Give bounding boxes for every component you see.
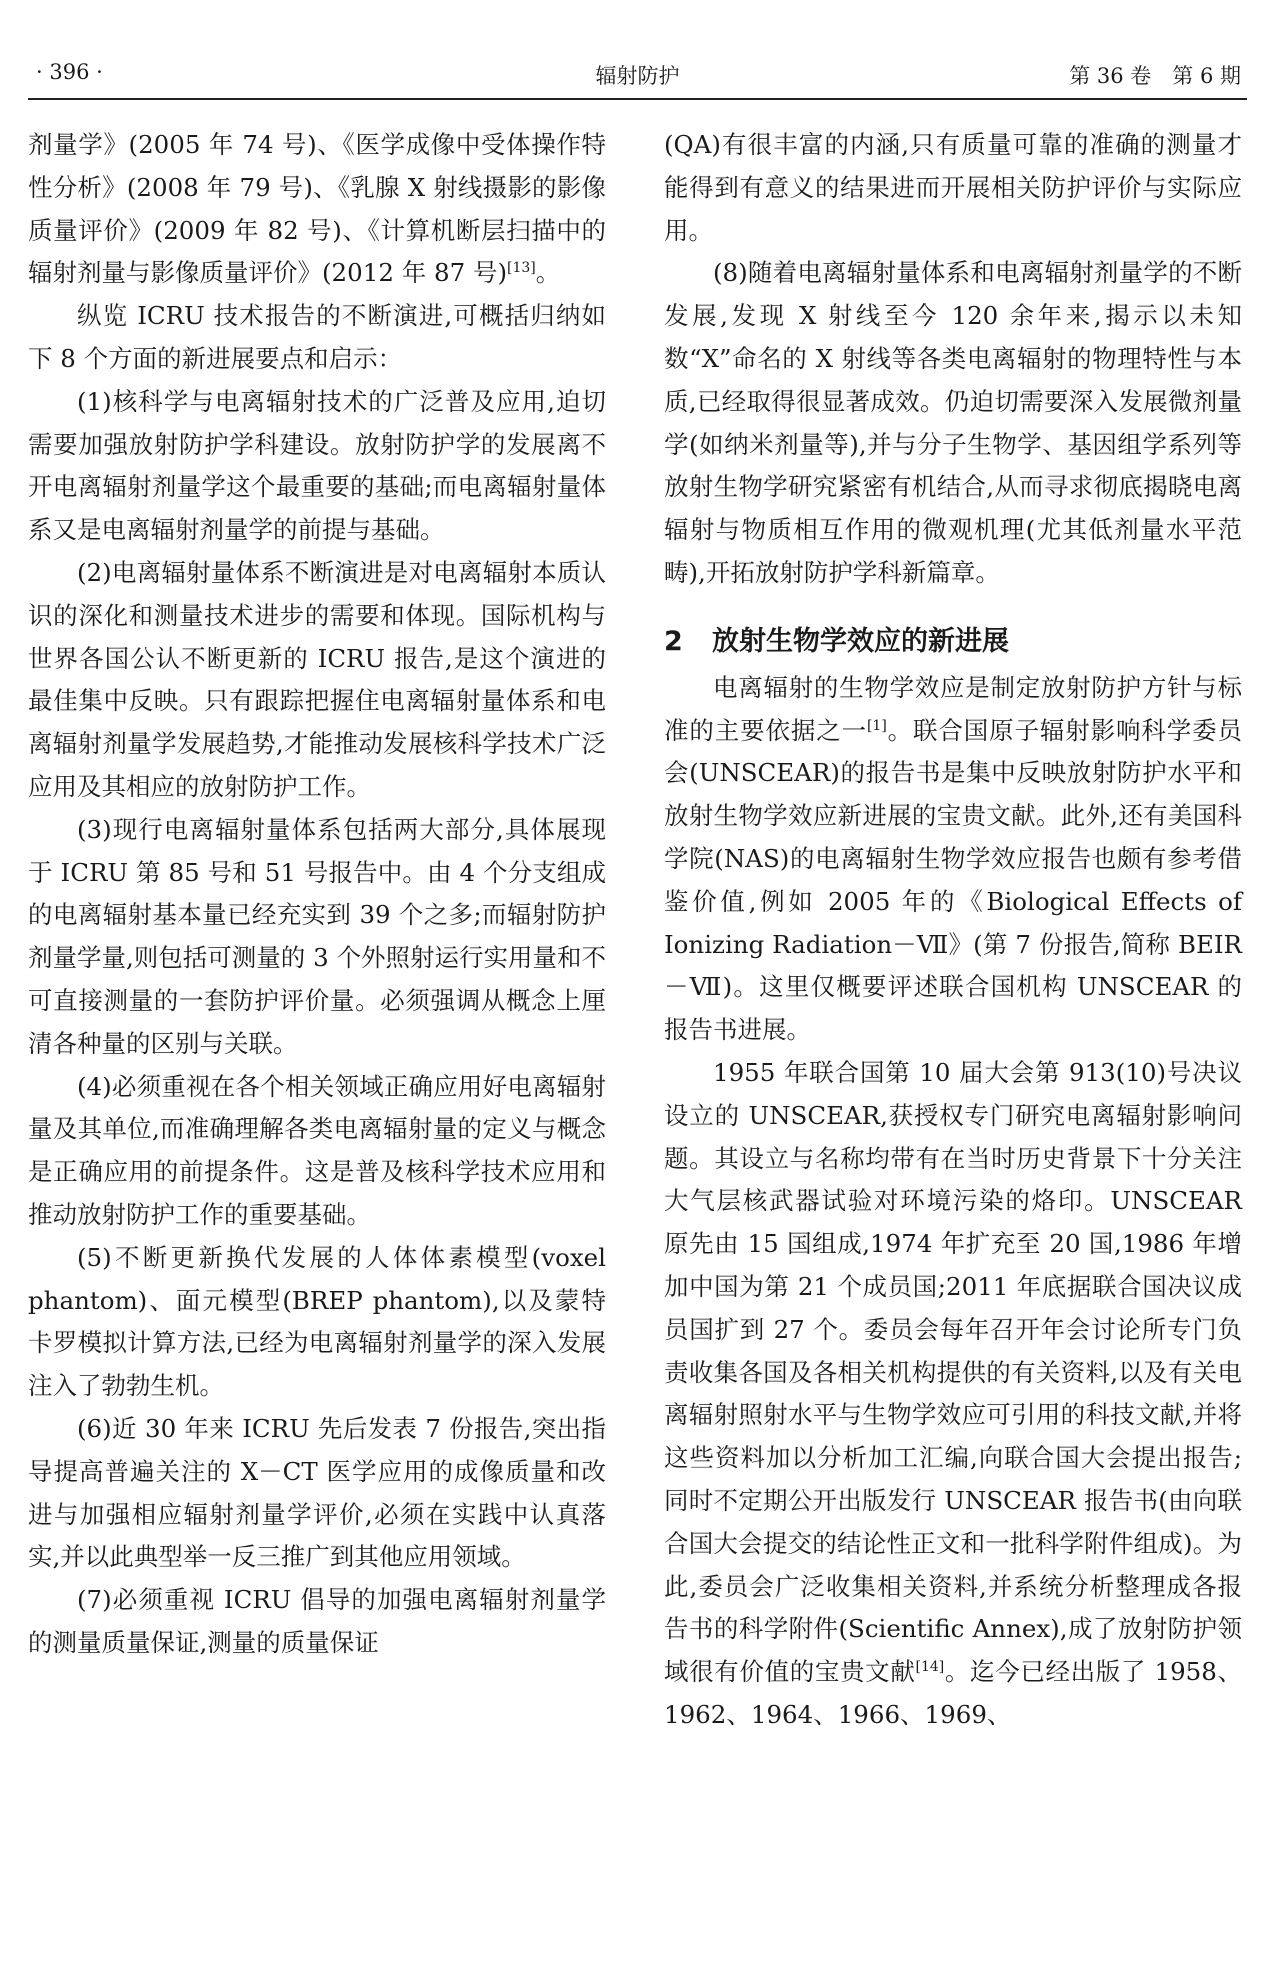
running-header — [28, 52, 1247, 92]
citation-ref: [1] — [866, 717, 887, 734]
paragraph-text: 。迄今已经出版了 1958、1962、1964、1966、1969、 — [664, 1657, 1243, 1729]
paragraph: (QA)有很丰富的内涵,只有质量可靠的准确的测量才能得到有意义的结果进而开展相关防护评价与实际应用。 — [664, 130, 1242, 245]
citation-ref: [14] — [915, 1658, 945, 1675]
journal-name: 辐射防护 — [595, 64, 680, 88]
section-number: 2 — [664, 625, 683, 657]
paragraph: (3)现行电离辐射量体系包括两大部分,具体展现于 ICRU 第 85 号和 51 号报告中。由 4 个分支组成的电离辐射基本量已经充实到 39 个之多;而辐射防护剂量学量,则包括可测量的 3 个外照射运行实用量和不可直接测量的一套防护评价量。必须强调从概念上厘清各种量的区别与关联。 — [28, 814, 606, 1058]
paragraph: (4)必须重视在各个相关领域正确应用好电离辐射量及其单位,而准确理解各类电离辐射量的定义与概念是正确应用的前提条件。这是普及核科学技术应用和推动放射防护工作的重要基础。 — [28, 1071, 606, 1229]
volume-issue: 第 36 卷 第 6 期 — [1069, 64, 1241, 88]
paragraph-text: 1955 年联合国第 10 届大会第 913(10)号决议设立的 UNSCEAR,获授权专门研究电离辐射影响问题。其设立与名称均带有在当时历史背景下十分关注大气层核武器试验对环境污染的烙印。UNSCEAR 原先由 15 国组成,1974 年扩充至 20 国,1986 年增加中国为第 21 个成员国;2011 年底据联合国决议成员国扩到 27 个。委员会每年召开年会讨论所专门负责收集各国及各相关机构提供的有关资料,以及有关电离辐射照射水平与生物学效应可引用的科技文献,并将这些资料加以分析加工汇编,向联合国大会提出报告;同时不定期公开出版发行 UNSCEAR 报告书(由向联合国大会提交的结论性正文和一批科学附件组成)。为此,委员会广泛收集相关资料,并系统分析整理成各报告书的科学附件(Scientific Annex),成了放射防护领域很有价值的宝贵文献 — [664, 1057, 1242, 1687]
paragraph-text: 。 — [535, 258, 561, 288]
right-column — [664, 124, 1242, 1737]
paragraph-text: 剂量学》(2005 年 74 号)、《医学成像中受体操作特性分析》(2008 年 79 号)、《乳腺 X 射线摄影的影像质量评价》(2009 年 82 号)、《计算机断层扫描中的辐射剂量与影像质量评价》(2012 年 87 号) — [28, 130, 606, 288]
paragraph: (8)随着电离辐射量体系和电离辐射剂量学的不断发展,发现 X 射线至今 120 余年来,揭示以未知数“X”命名的 X 射线等各类电离辐射的物理特性与本质,已经取得很显著成效。仍迫切需要深入发展微剂量学(如纳米剂量等),并与分子生物学、基因组学系列等放射生物学研究紧密有机结合,从而寻求彻底揭晓电离辐射与物质相互作用的微观机理(尤其低剂量水平范畴),开拓放射防护学科新篇章。 — [664, 258, 1242, 587]
section-title: 放射生物学效应的新进展 — [712, 625, 1009, 657]
paragraph — [28, 124, 606, 295]
left-column — [28, 124, 606, 1665]
page-number: · 396 · — [36, 60, 103, 84]
paragraph-text: 。联合国原子辐射影响科学委员会(UNSCEAR)的报告书是集中反映放射防护水平和放射生物学效应新进展的宝贵文献。此外,还有美国科学院(NAS)的电离辐射生物学效应报告也颇有参考借鉴价值,例如 2005 年的《Biological Effects of Ionizing Radiation－Ⅶ》(第 7 份报告,简称 BEIR－Ⅶ)。这里仅概要评述联合国机构 UNSCEAR 的报告书进展。 — [664, 715, 1243, 1045]
paragraph: 纵览 ICRU 技术报告的不断演进,可概括归纳如下 8 个方面的新进展要点和启示： — [28, 301, 606, 373]
paragraph — [664, 1052, 1242, 1737]
paragraph: (7)必须重视 ICRU 倡导的加强电离辐射剂量学的测量质量保证,测量的质量保证 — [28, 1585, 606, 1657]
paragraph: (6)近 30 年来 ICRU 先后发表 7 份报告,突出指导提高普遍关注的 X－CT 医学应用的成像质量和改进与加强相应辐射剂量学评价,必须在实践中认真落实,并以此典型举一反三推广到其他应用领域。 — [28, 1413, 606, 1572]
paragraph: (1)核科学与电离辐射技术的广泛普及应用,迫切需要加强放射防护学科建设。放射防护学的发展离不开电离辐射剂量学这个最重要的基础;而电离辐射量体系又是电离辐射剂量学的前提与基础。 — [28, 386, 606, 545]
paragraph-text: 电离辐射的生物学效应是制定放射防护方针与标准的主要依据之一 — [664, 672, 1242, 745]
citation-ref: [13] — [507, 260, 536, 277]
paragraph: (2)电离辐射量体系不断演进是对电离辐射本质认识的深化和测量技术进步的需要和体现。国际机构与世界各国公认不断更新的 ICRU 报告,是这个演进的最佳集中反映。只有跟踪把握住电离辐射量体系和电离辐射剂量学发展趋势,才能推动发展核科学技术广泛应用及其相应的放射防护工作。 — [28, 557, 606, 801]
section-heading — [664, 619, 1242, 665]
header-rule — [28, 98, 1247, 100]
paragraph — [664, 667, 1242, 1052]
paragraph: (5)不断更新换代发展的人体体素模型(voxel phantom)、面元模型(BREP phantom),以及蒙特卡罗模拟计算方法,已经为电离辐射剂量学的深入发展注入了勃勃生机。 — [28, 1242, 606, 1401]
